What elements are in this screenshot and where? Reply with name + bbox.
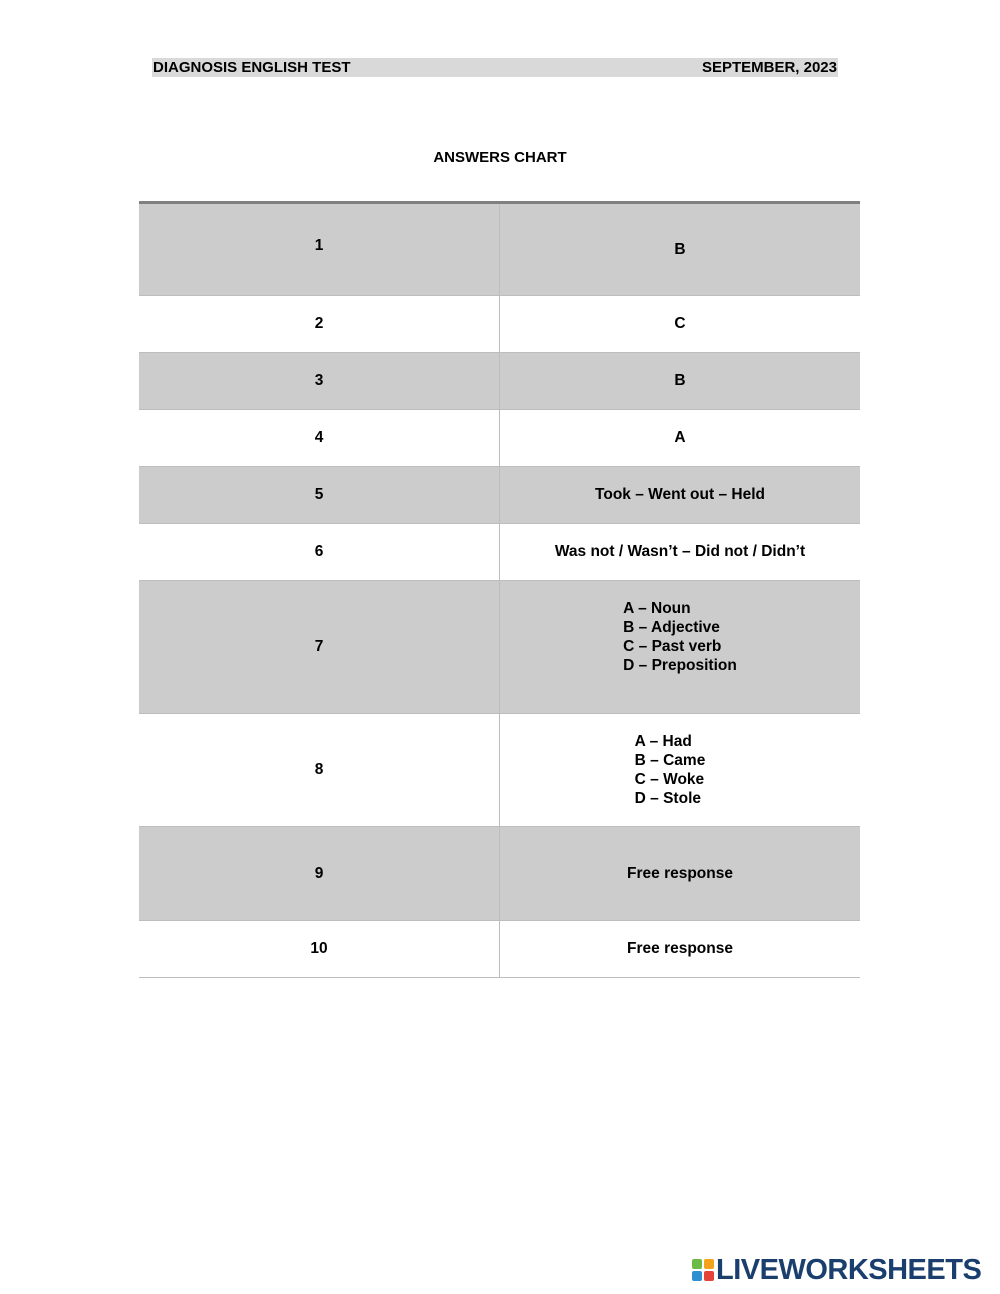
answer-line: D – Preposition xyxy=(623,657,737,674)
answer-line: A – Noun xyxy=(623,600,691,617)
question-number: 1 xyxy=(139,203,500,296)
answer-line: B – Came xyxy=(634,752,706,769)
question-number: 5 xyxy=(139,467,500,524)
answer-cell: Free response xyxy=(500,827,861,921)
question-number: 2 xyxy=(139,296,500,353)
question-number: 7 xyxy=(139,581,500,714)
page-title: ANSWERS CHART xyxy=(433,149,567,166)
answer-list xyxy=(635,732,706,808)
answer-list xyxy=(623,599,737,675)
question-number: 10 xyxy=(139,921,500,978)
question-number: 8 xyxy=(139,714,500,827)
table-row xyxy=(139,353,860,410)
question-number: 6 xyxy=(139,524,500,581)
table-row xyxy=(139,203,860,296)
table-row xyxy=(139,714,860,827)
table-row xyxy=(139,921,860,978)
table-row xyxy=(139,827,860,921)
table-row xyxy=(139,581,860,714)
answer-line: B – Adjective xyxy=(623,619,720,636)
answer-line: A – Had xyxy=(634,733,692,750)
answer-cell: B xyxy=(500,353,861,410)
answer-cell: Free response xyxy=(500,921,861,978)
question-number: 4 xyxy=(139,410,500,467)
answer-cell: A xyxy=(500,410,861,467)
answer-cell: C xyxy=(500,296,861,353)
answer-line: C – Woke xyxy=(634,771,705,788)
answer-cell: Was not / Wasn’t – Did not / Didn’t xyxy=(500,524,861,581)
liveworksheets-logo xyxy=(692,1255,981,1285)
document-header xyxy=(152,58,838,77)
logo-text: LIVEWORKSHEETS xyxy=(716,1253,982,1286)
test-date: SEPTEMBER, 2023 xyxy=(701,59,837,76)
answer-cell xyxy=(500,714,861,827)
answer-line: D – Stole xyxy=(634,790,701,807)
answer-cell: B xyxy=(500,203,861,296)
table-row xyxy=(139,467,860,524)
question-number: 3 xyxy=(139,353,500,410)
answer-cell: Took – Went out – Held xyxy=(500,467,861,524)
test-title: DIAGNOSIS ENGLISH TEST xyxy=(153,59,351,76)
answer-cell xyxy=(500,581,861,714)
table-row xyxy=(139,524,860,581)
answer-line: C – Past verb xyxy=(623,638,722,655)
table-row xyxy=(139,410,860,467)
answers-table xyxy=(139,201,860,978)
question-number: 9 xyxy=(139,827,500,921)
table-row xyxy=(139,296,860,353)
liveworksheets-logo-icon xyxy=(692,1259,714,1281)
